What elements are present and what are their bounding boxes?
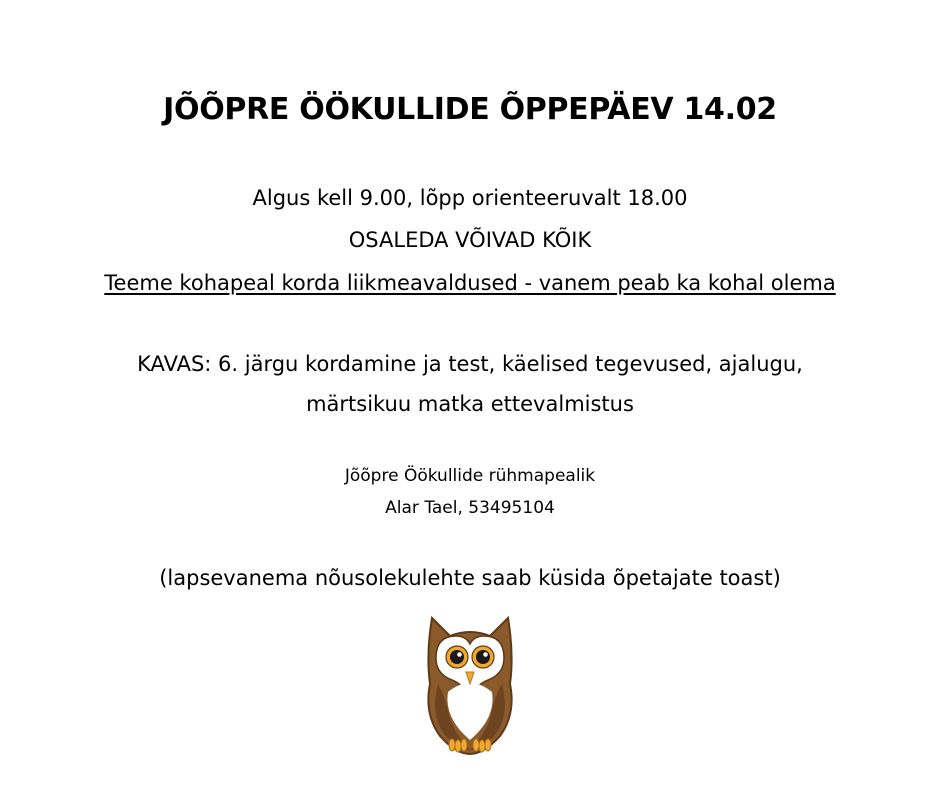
leader-contact: Alar Tael, 53495104 (385, 498, 555, 518)
event-time: Algus kell 9.00, lõpp orienteeruvalt 18.00 (252, 186, 688, 210)
participants-text: OSALEDA VÕIVAD KÕIK (348, 228, 592, 252)
poster-title: JÕÕPRE ÖÖKULLIDE ÕPPEPÄEV 14.02 (163, 92, 777, 127)
leader-role: Jõõpre Öökullide rühmapealik (344, 466, 596, 486)
program-line-1: KAVAS: 6. järgu kordamine ja test, käelised tegevused, ajalugu, (137, 352, 803, 376)
membership-notice: Teeme kohapeal korda liikmeavaldused - vanem peab ka kohal olema (104, 271, 836, 295)
consent-note: (lapsevanema nõusolekulehte saab küsida õpetajate toast) (159, 566, 781, 590)
owl-icon (422, 614, 518, 756)
program-line-2: märtsikuu matka ettevalmistus (306, 392, 634, 416)
